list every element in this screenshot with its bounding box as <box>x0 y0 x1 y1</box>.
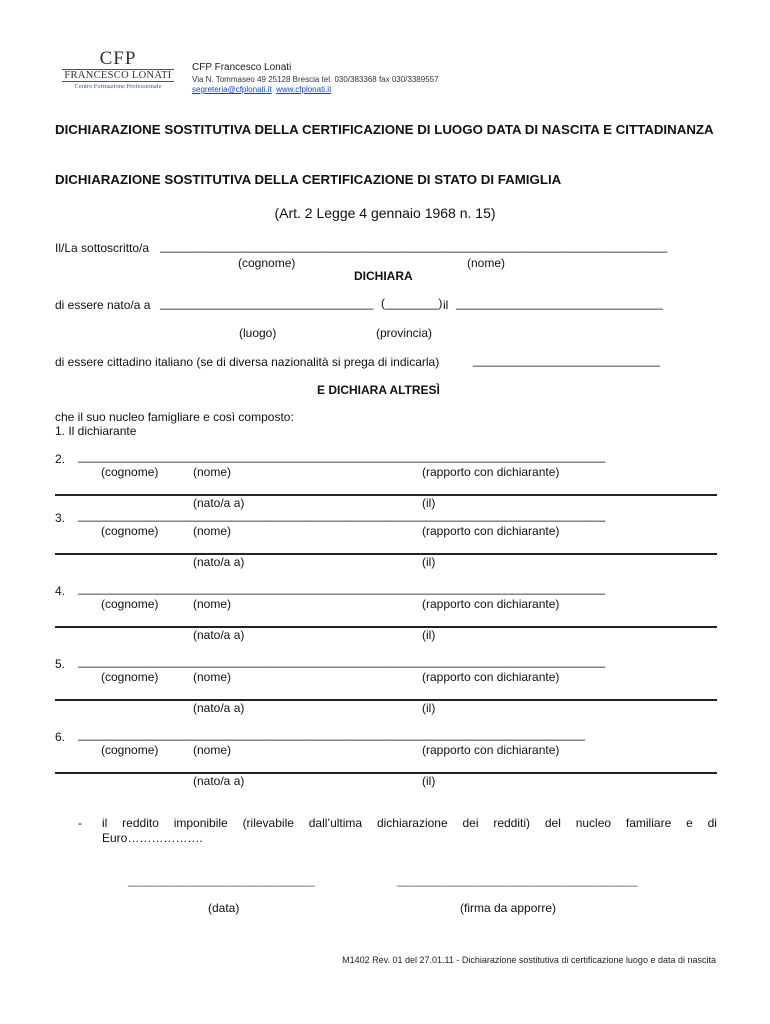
nazionalita-field[interactable]: ____________________________ <box>473 353 660 367</box>
member-name-field[interactable]: ____________________________________________________________________________ <box>78 727 586 741</box>
member-name-field[interactable]: _______________________________________________________________________________ <box>78 654 606 668</box>
member-il-caption: (il) <box>422 701 436 715</box>
member-nome-caption: (nome) <box>193 465 232 479</box>
member-name-field[interactable]: _______________________________________________________________________________ <box>78 449 606 463</box>
sottoscritto-label: Il/La sottoscritto/a <box>55 241 150 255</box>
member-number: 5. <box>55 657 66 671</box>
member-rapporto-caption: (rapporto con dichiarante) <box>422 670 560 684</box>
reddito-word: nucleo <box>575 816 612 830</box>
member-rapporto-caption: (rapporto con dichiarante) <box>422 743 560 757</box>
il-label: il <box>443 298 449 312</box>
dichiarante-item: 1. Il dichiarante <box>55 424 137 438</box>
member-il-caption: (il) <box>422 496 436 510</box>
member-cognome-caption: (cognome) <box>101 524 159 538</box>
reddito-word: redditi) <box>493 816 531 830</box>
logo-sub-text: Centro Formazione Professionale <box>74 83 162 90</box>
email-link[interactable]: segreteria@cfplonati.it <box>192 85 272 94</box>
member-nome-caption: (nome) <box>193 670 232 684</box>
member-nato-caption: (nato/a a) <box>193 555 245 569</box>
org-name: CFP Francesco Lonati <box>192 62 292 73</box>
member-cognome-caption: (cognome) <box>101 743 159 757</box>
sottoscritto-field[interactable]: ____________________________________________________________________________ <box>160 239 668 253</box>
member-nome-caption: (nome) <box>193 524 232 538</box>
dichiara-altresi-heading: E DICHIARA ALTRESÌ <box>317 383 440 397</box>
logo-name-text: FRANCESCO LONATI <box>62 69 174 82</box>
reddito-word: familiare <box>625 816 672 830</box>
member-nato-caption: (nato/a a) <box>193 496 245 510</box>
member-separator <box>55 699 717 701</box>
member-rapporto-caption: (rapporto con dichiarante) <box>422 597 560 611</box>
reddito-word: di <box>707 816 717 830</box>
title-certificazione-nascita: DICHIARAZIONE SOSTITUTIVA DELLA CERTIFICAZIONE DI LUOGO DATA DI NASCITA E CITTADINANZA <box>55 122 714 137</box>
member-number: 4. <box>55 584 66 598</box>
reddito-word: il <box>102 816 108 830</box>
data-signature-field[interactable]: ____________________________ <box>128 873 315 887</box>
member-nato-caption: (nato/a a) <box>193 628 245 642</box>
luogo-field[interactable]: ________________________________ <box>160 296 374 310</box>
org-contacts <box>192 85 331 94</box>
firma-signature-field[interactable]: ____________________________________ <box>397 873 638 887</box>
luogo-caption: (luogo) <box>239 326 277 340</box>
member-name-field[interactable]: _______________________________________________________________________________ <box>78 508 606 522</box>
cognome-caption: (cognome) <box>238 256 296 270</box>
member-nome-caption: (nome) <box>193 597 232 611</box>
reddito-text <box>102 816 717 846</box>
data-caption: (data) <box>208 901 240 915</box>
provincia-field[interactable]: (________) <box>381 296 443 310</box>
member-name-field[interactable]: _______________________________________________________________________________ <box>78 581 606 595</box>
member-rapporto-caption: (rapporto con dichiarante) <box>422 465 560 479</box>
member-rapporto-caption: (rapporto con dichiarante) <box>422 524 560 538</box>
member-nato-caption: (nato/a a) <box>193 701 245 715</box>
reddito-word: dichiarazione <box>376 816 448 830</box>
dichiara-heading: DICHIARA <box>354 269 413 283</box>
member-number: 3. <box>55 511 66 525</box>
member-separator <box>55 494 717 496</box>
member-separator <box>55 772 717 774</box>
member-number: 2. <box>55 452 66 466</box>
reddito-word: (rilevabile <box>242 816 294 830</box>
member-nato-caption: (nato/a a) <box>193 774 245 788</box>
member-il-caption: (il) <box>422 555 436 569</box>
firma-caption: (firma da apporre) <box>460 901 557 915</box>
member-number: 6. <box>55 730 66 744</box>
member-il-caption: (il) <box>422 774 436 788</box>
provincia-caption: (provincia) <box>376 326 433 340</box>
data-nascita-field[interactable]: _______________________________ <box>456 296 663 310</box>
nucleo-label: che il suo nucleo famigliare e così composto: <box>55 410 294 424</box>
logo <box>62 50 174 96</box>
member-cognome-caption: (cognome) <box>101 465 159 479</box>
reddito-bullet: - <box>78 816 82 830</box>
reddito-word: dei <box>462 816 479 830</box>
member-cognome-caption: (cognome) <box>101 670 159 684</box>
reddito-word: imponibile <box>173 816 228 830</box>
logo-cfp-text: CFP <box>99 48 137 69</box>
member-separator <box>55 626 717 628</box>
member-separator <box>55 553 717 555</box>
document-footer: M1402 Rev. 01 del 27.01.11 - Dichiarazione sostitutiva di certificazione luogo e data di nascita <box>342 955 716 965</box>
member-nome-caption: (nome) <box>193 743 232 757</box>
cittadino-label: di essere cittadino italiano (se di diversa nazionalità si prega di indicarla) <box>55 355 440 369</box>
website-link[interactable]: www.cfplonati.it <box>276 85 332 94</box>
reddito-word: e <box>686 816 693 830</box>
legal-reference: (Art. 2 Legge 4 gennaio 1968 n. 15) <box>274 205 496 221</box>
nome-caption: (nome) <box>467 256 506 270</box>
member-cognome-caption: (cognome) <box>101 597 159 611</box>
org-address: Via N. Tommaseo 49 25128 Brescia tel. 030/383368 fax 030/3389557 <box>192 75 439 84</box>
reddito-word: del <box>544 816 561 830</box>
member-il-caption: (il) <box>422 628 436 642</box>
nato-label: di essere nato/a a <box>55 298 151 312</box>
reddito-word: reddito <box>122 816 159 830</box>
reddito-euro-field[interactable]: Euro………………. <box>102 831 203 845</box>
title-stato-famiglia: DICHIARAZIONE SOSTITUTIVA DELLA CERTIFICAZIONE DI STATO DI FAMIGLIA <box>55 172 562 187</box>
reddito-word: dall’ultima <box>308 816 363 830</box>
